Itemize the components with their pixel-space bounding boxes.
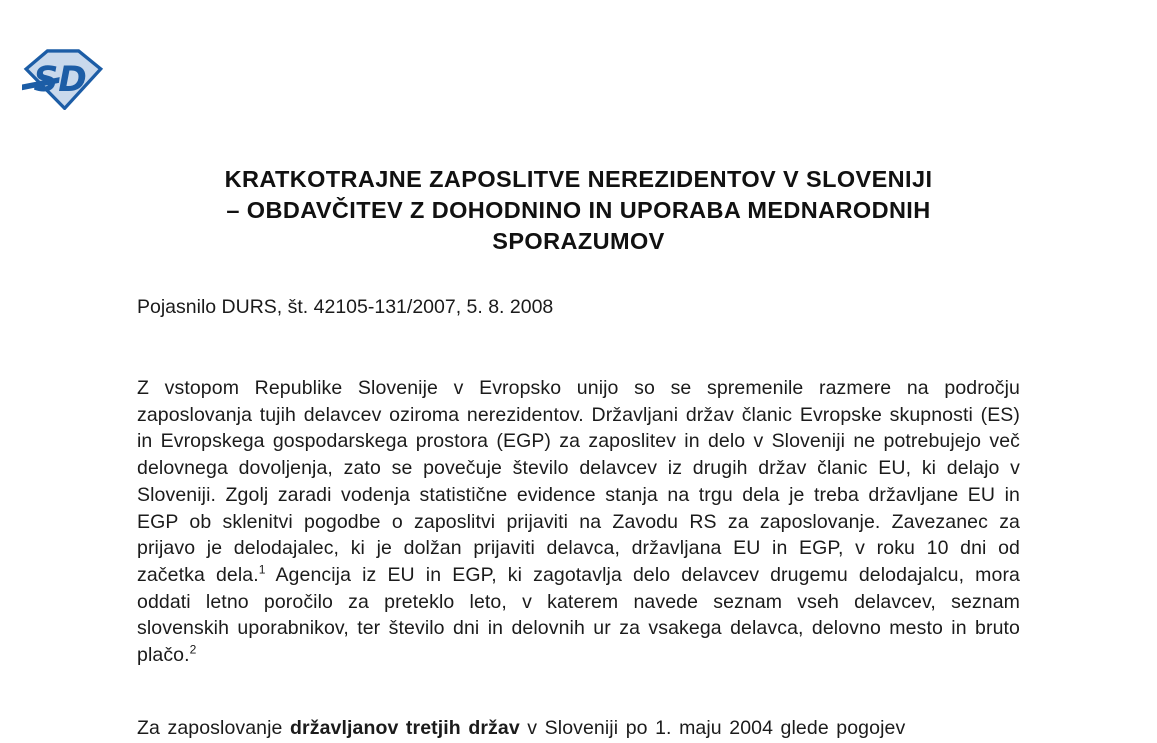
document-subtitle: Pojasnilo DURS, št. 42105-131/2007, 5. 8. 2008 [137,296,554,318]
title-line-3: SPORAZUMOV [492,228,665,254]
title-line-2: – OBDAVČITEV Z DOHODNINO IN UPORABA MEDNARODNIH [226,197,931,223]
logo-letters: SD [33,60,87,101]
paragraph-intro: Z vstopom Republike Slovenije v Evropsko unijo so se spremenile razmere na področju zaposlovanja tujih delavcev oziroma nerezidentov. Državljani držav članic Evropske skupnosti (ES) in Evropskega gospodarskega prostora (EGP) za zaposlitev in delo v Sloveniji ne potrebujejo več delovnega dovoljenja, zato se povečuje število delavcev iz drugih držav članic EU, ki delajo v Sloveniji. Zgolj zaradi vodenja statistične evidence stanja na trgu dela je treba državljane EU in EGP ob sklenitvi pogodbe o zaposlitvi prijaviti na Zavodu RS za zaposlovanje. Zavezanec za prijavo je delodajalec, ki je dolžan prijaviti delavca, državljana EU in EGP, v roku 10 dni od začetka dela.$^1$ Agencija iz EU in EGP, ki zagotavlja delo delavcev drugemu delodajalcu, mora oddati letno poročilo za preteklo leto, v katerem navede seznam vseh delavcev, seznam slovenskih uporabnikov, ter število dni in delovnih ur za vsakega delavca, delovno mesto in bruto plačo.$^2$ [137,377,1020,667]
document-title [137,164,1020,257]
sd-logo [22,46,104,110]
sd-logo-icon [22,46,104,110]
paragraph-third-countries: Za zaposlovanje državljanov tretjih držav v Sloveniji po 1. maju 2004 glede pogojev [137,717,906,739]
title-line-1: KRATKOTRAJNE ZAPOSLITVE NEREZIDENTOV V SLOVENIJI [224,166,933,192]
